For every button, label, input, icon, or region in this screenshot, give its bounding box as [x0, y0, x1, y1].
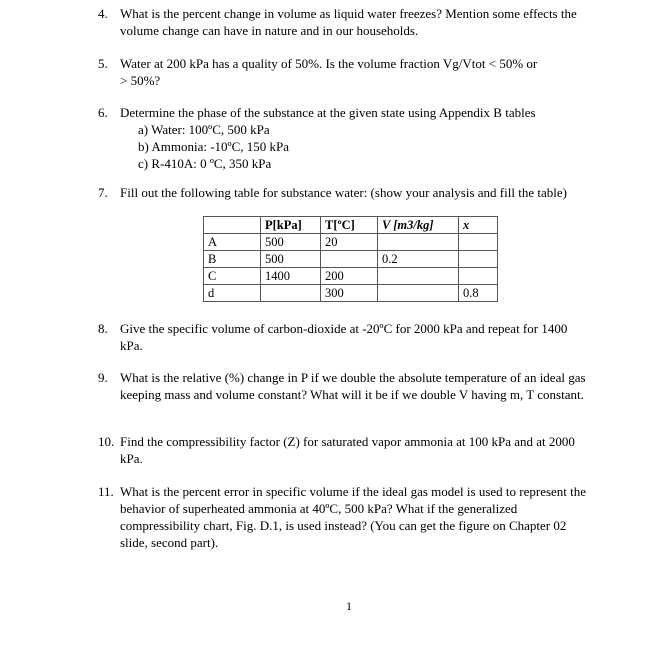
- table-cell: A: [204, 234, 261, 251]
- question-8: [98, 320, 638, 354]
- question-line: slide, second part).: [120, 535, 219, 550]
- table-cell: 1400: [261, 268, 321, 285]
- table-row: [204, 251, 498, 268]
- question-line: Give the specific volume of carbon-dioxide at -20ºC for 2000 kPa and repeat for 1400: [120, 321, 568, 336]
- question-9: [98, 369, 638, 403]
- question-number: 7.: [98, 185, 108, 200]
- table-cell: 500: [261, 251, 321, 268]
- table-row: [204, 268, 498, 285]
- question-line: What is the relative (%) change in P if we double the absolute temperature of an ideal gas: [120, 370, 586, 385]
- question-4: [98, 5, 638, 39]
- water-state-table: [203, 216, 498, 302]
- sub-item: a) Water: 100ºC, 500 kPa: [138, 122, 270, 137]
- question-line: kPa.: [120, 338, 143, 353]
- table-cell: [459, 251, 498, 268]
- table-cell: [378, 234, 459, 251]
- question-6: [98, 104, 638, 172]
- table-cell: B: [204, 251, 261, 268]
- question-line: kPa.: [120, 451, 143, 466]
- question-line: Determine the phase of the substance at the given state using Appendix B tables: [120, 105, 536, 120]
- question-11: [98, 483, 638, 551]
- question-line: compressibility chart, Fig. D.1, is used instead? (You can get the figure on Chapter 02: [120, 518, 567, 533]
- table-cell: [378, 285, 459, 302]
- question-number: 8.: [98, 321, 108, 336]
- question-line: volume change can have in nature and in our households.: [120, 23, 419, 38]
- table-cell: 0.2: [378, 251, 459, 268]
- table-header-cell: [204, 217, 261, 234]
- table-cell: [261, 285, 321, 302]
- question-number: 6.: [98, 105, 108, 120]
- table-row: [204, 234, 498, 251]
- table-header-row: [204, 217, 498, 234]
- question-line: What is the percent change in volume as liquid water freezes? Mention some effects the: [120, 6, 577, 21]
- table-cell: [459, 234, 498, 251]
- question-line: What is the percent error in specific volume if the ideal gas model is used to represent the: [120, 484, 587, 499]
- question-5: [98, 55, 638, 89]
- table-cell: 500: [261, 234, 321, 251]
- question-10: [98, 433, 638, 467]
- page-number: 1: [346, 599, 352, 613]
- table-cell: [459, 268, 498, 285]
- question-line: > 50%?: [120, 73, 161, 88]
- table-header-cell: P[kPa]: [261, 217, 321, 234]
- table-cell: 200: [321, 268, 378, 285]
- sub-item: c) R-410A: 0 ºC, 350 kPa: [138, 156, 272, 171]
- question-line: keeping mass and volume constant? What will it be if we double V having m, T constant.: [120, 387, 584, 402]
- table-cell: 300: [321, 285, 378, 302]
- table-header-cell: V [m3/kg]: [378, 217, 459, 234]
- table-cell: C: [204, 268, 261, 285]
- question-line: Water at 200 kPa has a quality of 50%. Is the volume fraction Vg/Vtot < 50% or: [120, 56, 538, 71]
- table-cell: 0.8: [459, 285, 498, 302]
- table-cell: [378, 268, 459, 285]
- table-header-cell: x: [459, 217, 498, 234]
- question-number: 5.: [98, 56, 108, 71]
- question-line: Fill out the following table for substance water: (show your analysis and fill the table): [120, 185, 567, 200]
- sub-item: b) Ammonia: -10ºC, 150 kPa: [138, 139, 289, 154]
- table-header-cell: T[ºC]: [321, 217, 378, 234]
- table-cell: d: [204, 285, 261, 302]
- question-number: 4.: [98, 6, 108, 21]
- question-7: [98, 184, 638, 201]
- table-cell: 20: [321, 234, 378, 251]
- question-number: 11.: [98, 484, 114, 499]
- table-row: [204, 285, 498, 302]
- table-cell: [321, 251, 378, 268]
- question-line: behavior of superheated ammonia at 40ºC, 500 kPa? What if the generalized: [120, 501, 518, 516]
- question-number: 10.: [98, 434, 115, 449]
- question-line: Find the compressibility factor (Z) for saturated vapor ammonia at 100 kPa and at 2000: [120, 434, 575, 449]
- question-number: 9.: [98, 370, 108, 385]
